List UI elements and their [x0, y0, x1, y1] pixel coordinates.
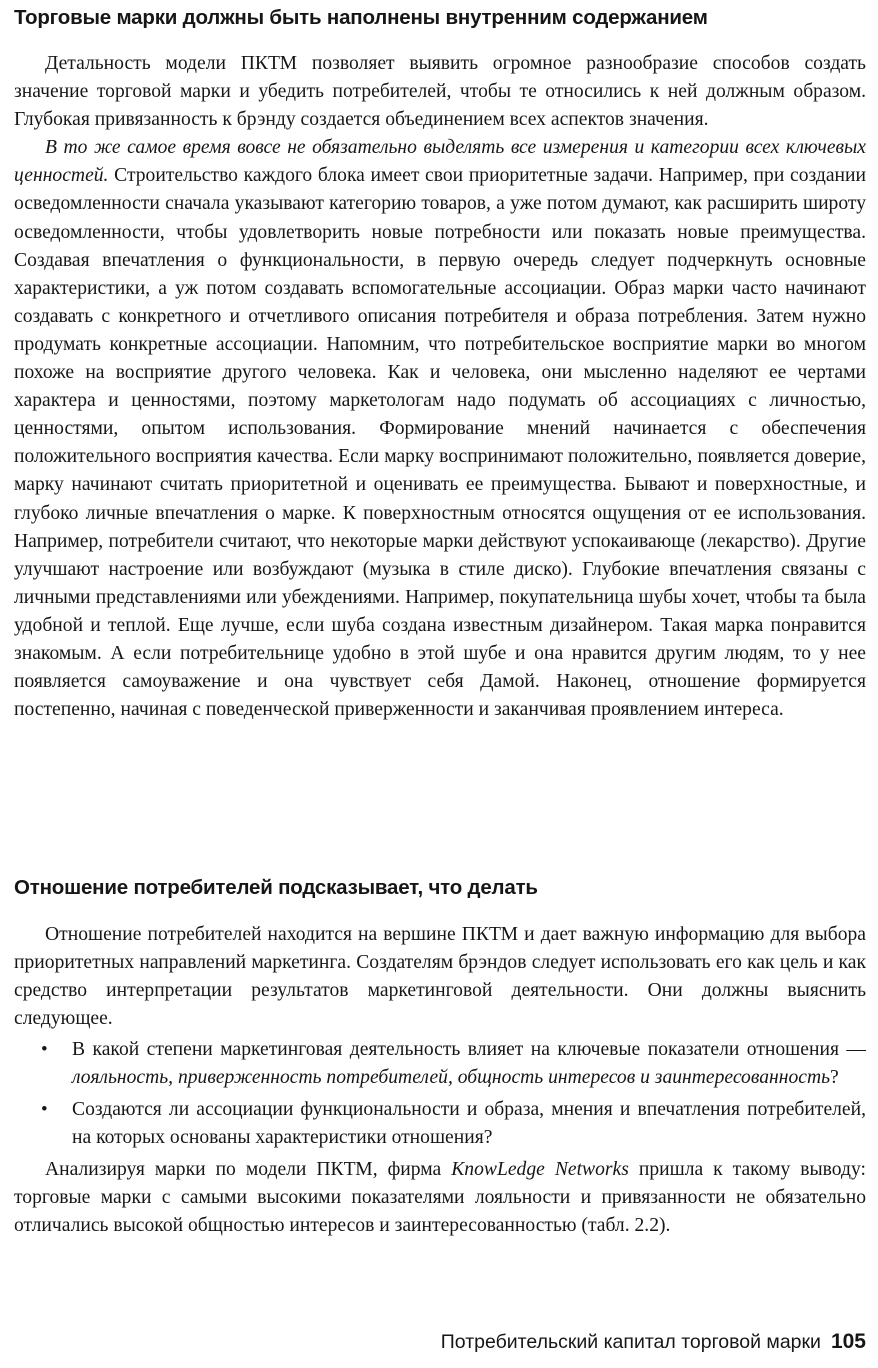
page-footer	[441, 1330, 866, 1354]
company-name: KnowLedge Networks	[451, 1158, 629, 1180]
bullet-icon: •	[41, 1098, 48, 1120]
section-body	[14, 50, 866, 724]
paragraph-text: Строительство каждого блока имеет свои приоритетные задачи. Например, при создании осведомленности сначала указывают категорию товаров, а уже потом думают, как расширить широту осведомленности, чтобы удовлетворить новые потребности или показать новые преимущества. Создавая впечатления о функциональности, в первую очередь следует подчеркнуть основные характеристики, а уж потом создавать вспомогательные ассоциации. Образ марки часто начинают создавать с конкретного и отчетливого описания потребителя и образа потребления. Затем нужно продумать конкретные ассоциации. Напомним, что потребительское восприятие марки во многом похоже на восприятие другого человека. Как и человека, они мысленно наделяют ее чертами характера и ценностями, поэтому маркетологам надо подумать об ассоциациях с личностью, ценностями, опытом использования. Формирование мнений начинается с обеспечения положительного восприятия качества. Если марку воспринимают положительно, появляется доверие, марку начинают считать приоритетной и оценивать ее преимущества. Бывают и поверхностные, и глубоко личные впечатления о марке. К поверхностным относятся ощущения от ее использования. Например, потребители считают, что некоторые марки действуют успокаивающе (лекарство). Другие улучшают настроение или возбуждают (музыка в стиле диско). Глубокие впечатления связаны с личными представлениями или убеждениями. Например, покупательница шубы хочет, чтобы та была удобной и теплой. Еще лучше, если шуба создана известным дизайнером. Такая марка понравится знакомым. А если потребительнице удобно в этой шубе и она нравится другим людям, то у нее появляется самоуважение и она чувствует себя Дамой. Наконец, отношение формируется постепенно, начиная с поведенческой приверженности и заканчивая проявлением интереса.	[14, 165, 866, 721]
paragraph: Отношение потребителей находится на вершине ПКТМ и дает важную информацию для выбора приоритетных направлений маркетинга. Создателям брэндов следует использовать его как цель и как средство интерпретации результатов маркетинговой деятельности. Они должны выяснить следующее.	[14, 924, 866, 1030]
bullet-icon: •	[41, 1039, 48, 1061]
section-heading: Отношение потребителей подсказывает, что делать	[14, 876, 538, 899]
list-item-text: ?	[830, 1067, 839, 1089]
section-heading: Торговые марки должны быть наполнены внутренним содержанием	[14, 6, 708, 29]
paragraph-text: пришла к такому выводу: торговые марки с самыми высокими показателями лояльности и привязанности не обязательно отличались высокой общностью интересов и заинтересованностью (табл. 2.2).	[14, 1158, 866, 1236]
list-item	[14, 1036, 866, 1092]
emphasis-text: В то же самое время вовсе не обязательно выделять все измерения и категории всех ключевых ценностей.	[14, 137, 866, 187]
list-item	[14, 1096, 866, 1152]
page-number: 105	[830, 1330, 866, 1353]
paragraph	[14, 134, 866, 724]
list-item-text: Создаются ли ассоциации функциональности и образа, мнения и впечатления потребителей, на которых основаны характеристики отношения?	[72, 1098, 866, 1148]
running-title: Потребительский капитал торговой марки	[440, 1331, 821, 1353]
list-item-text: В какой степени маркетинговая деятельность влияет на ключевые показатели отношения —	[72, 1039, 866, 1061]
paragraph-text: Анализируя марки по модели ПКТМ, фирма	[45, 1158, 452, 1180]
paragraph: Детальность модели ПКТМ позволяет выявить огромное разнообразие способов создать значение торговой марки и убедить потребителей, чтобы те относились к ней должным образом. Глубокая привязанность к брэнду создается объединением всех аспектов значения.	[14, 53, 866, 131]
section-body	[14, 921, 866, 1240]
bullet-list	[14, 1036, 866, 1151]
emphasis-text: лояльность, приверженность потребителей, общность интересов и заинтересованность	[72, 1067, 831, 1089]
paragraph	[14, 1156, 866, 1240]
